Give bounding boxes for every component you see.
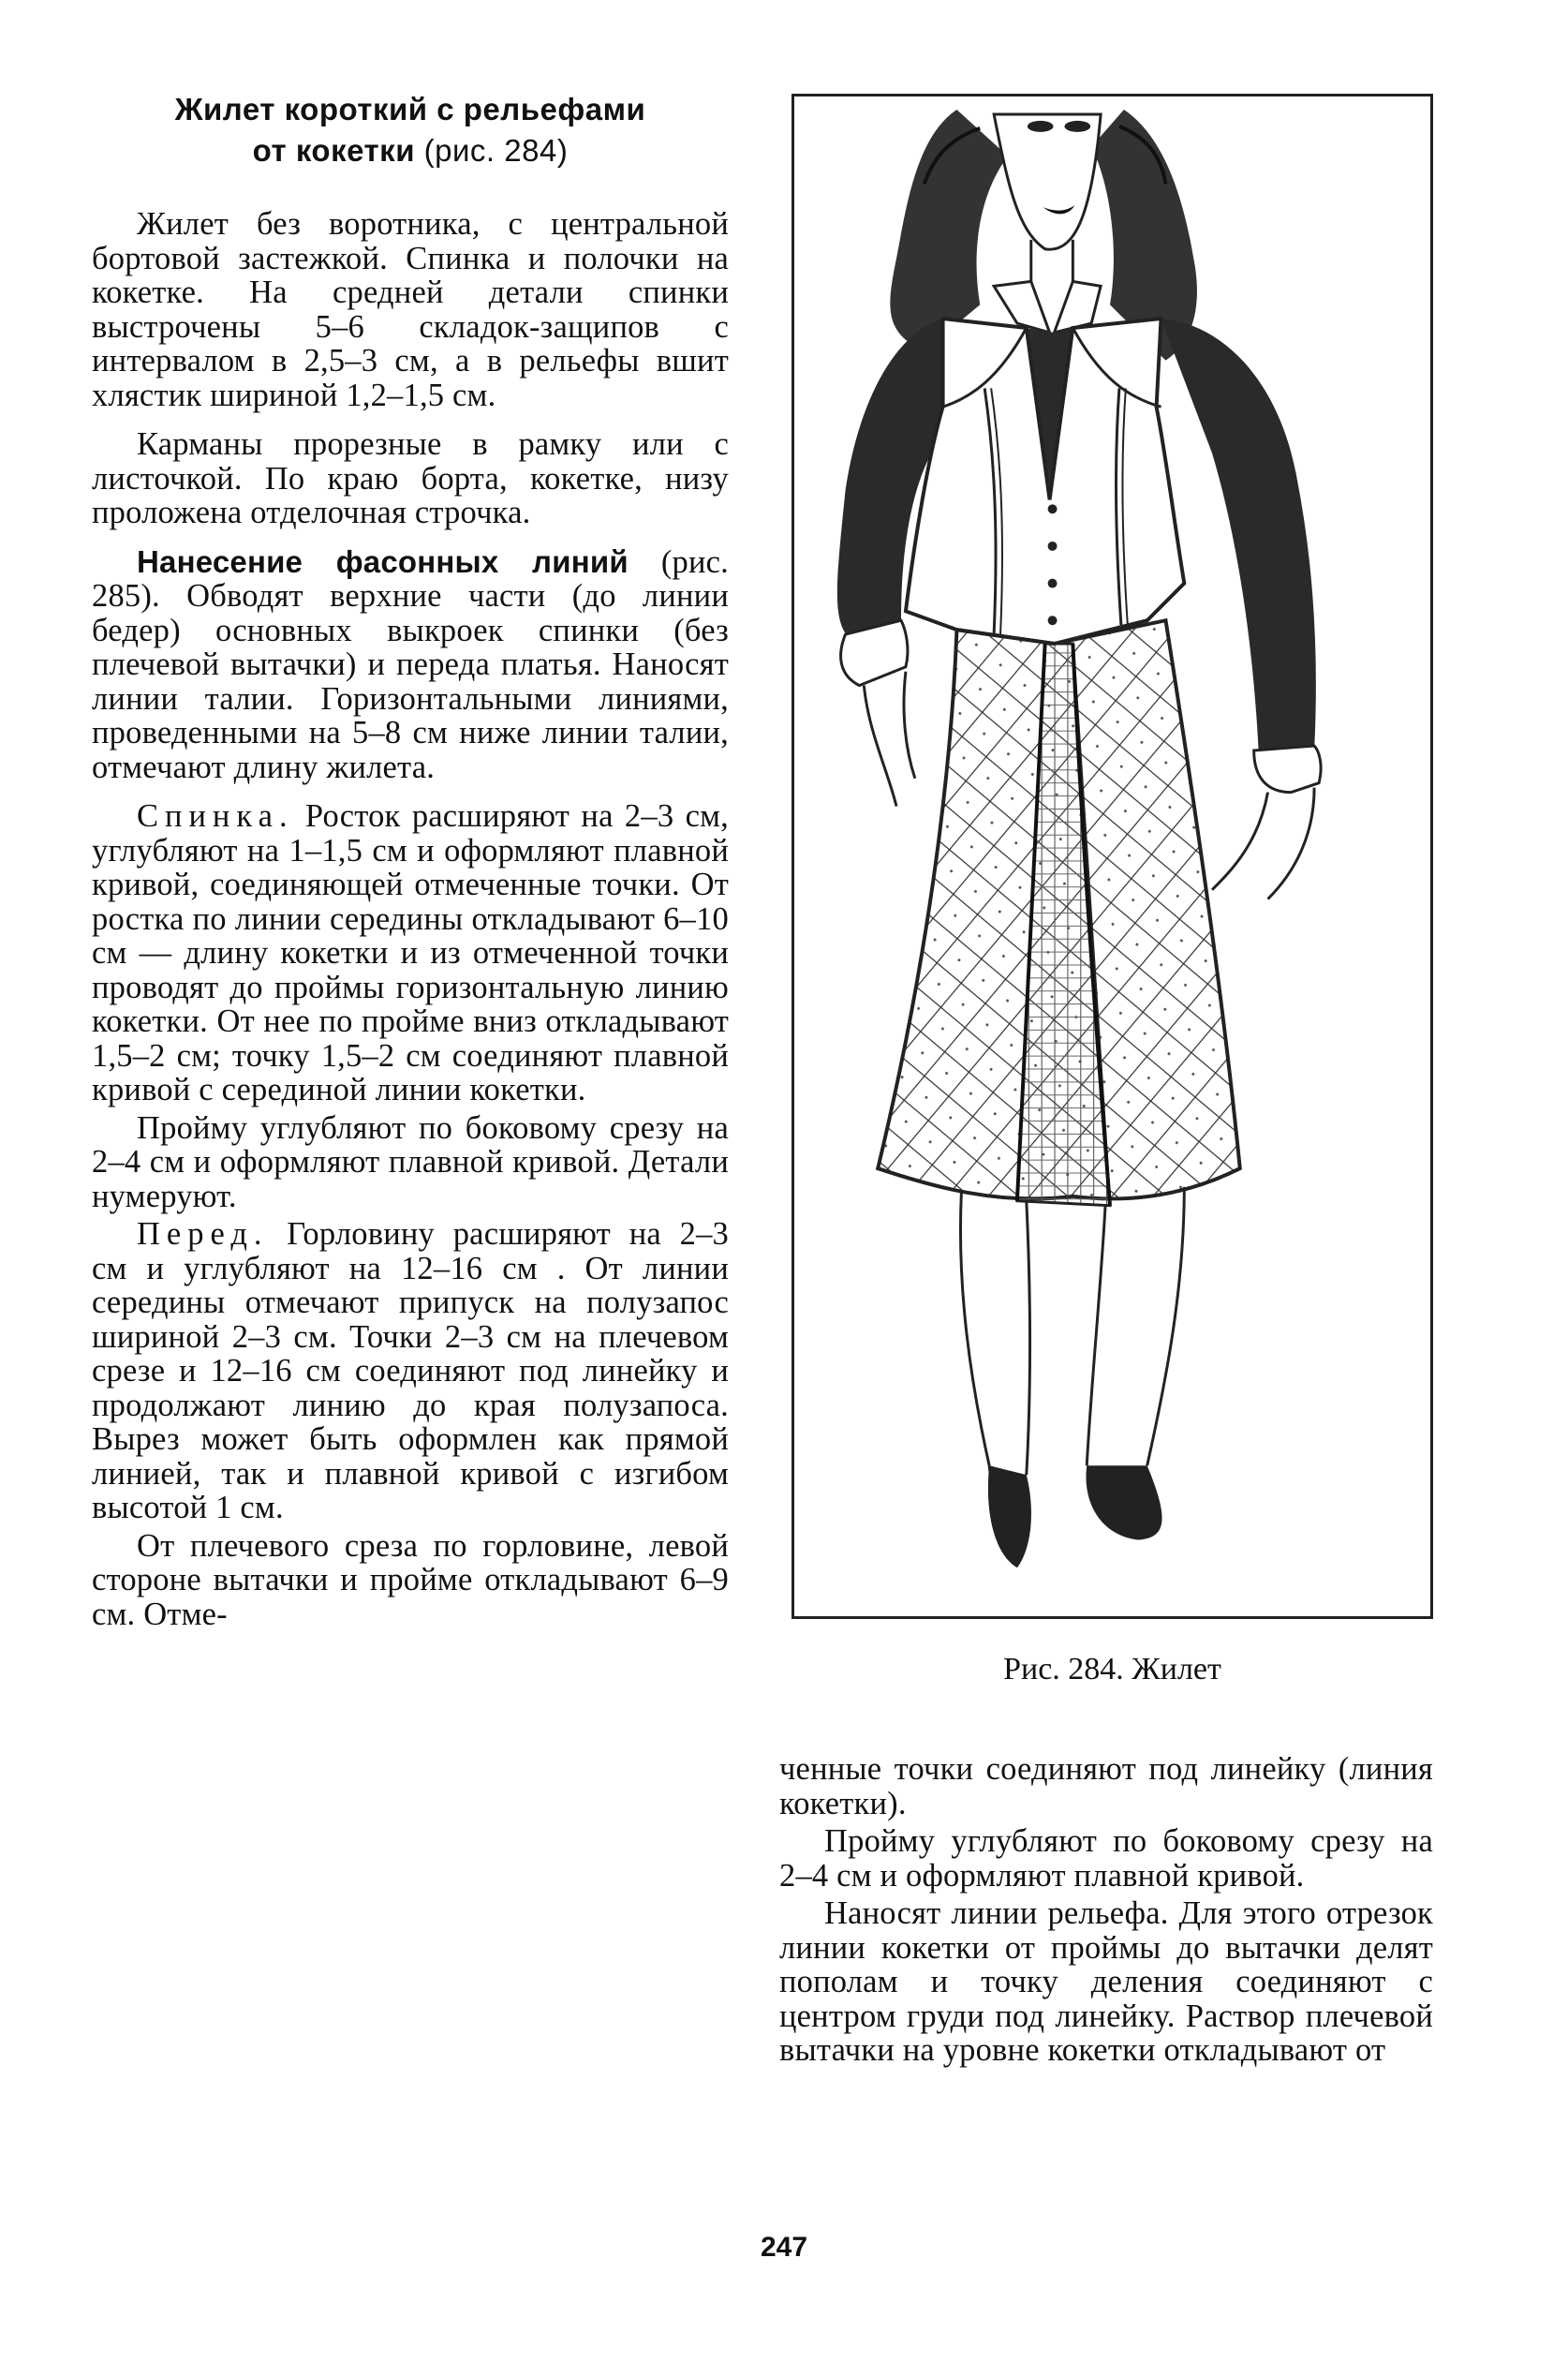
- paragraph-back: [92, 799, 729, 1107]
- paragraph-description: Жилет без воротника, с центральной бортовой застежкой. Спинка и полочки на кокетке. На средней детали спинки выстрочены 5–6 складок-защипов с интервалом в 2,5–3 см, а в рельефы вшит хлястик шириной 1,2–1,5 см.: [92, 206, 729, 413]
- page-number: 247: [760, 2232, 808, 2263]
- paragraph-armhole-front: Пройму углубляют по боковому срезу на 2–4 см и оформляют плавной кривой.: [779, 1823, 1433, 1894]
- paragraph-front: [92, 1217, 729, 1525]
- paragraph-shoulder: От плечевого среза по горловине, левой стороне вытачки и пройме откладывают 6–9 см. Отме-: [92, 1527, 729, 1632]
- section-title-line2-bold: от кокетки: [252, 133, 415, 168]
- vest-illustration: [794, 97, 1430, 1616]
- paragraph-pockets: Карманы прорезные в рамку или с листочкой. По краю борта, кокетке, низу проложена отделочная строчка.: [92, 426, 729, 530]
- paragraph-yoke-continued: ченные точки соединяют под линейку (линия кокетки).: [779, 1751, 1433, 1821]
- paragraph-style-lines: [92, 545, 729, 785]
- paragraph-relief-lines: Наносят линии рельефа. Для этого отрезок линии кокетки от проймы до вытачки делят пополам и точку деления соединяют с центром груди под линейку. Раствор плечевой вытачки на уровне кокетки откладывают от: [779, 1895, 1433, 2068]
- paragraph-style-lines-body: (рис. 285). Обводят верхние части (до линии бедер) основных выкроек спинки (без плечевой вытачки) и переда платья. Наносят линии талии. Горизонтальными линиями, проведенными на 5–8 см ниже линии талии, отмечают длину жилета.: [92, 543, 730, 785]
- paragraph-armhole: Пройму углубляют по боковому срезу на 2–4 см и оформляют плавной кривой. Детали нумеруют.: [92, 1109, 729, 1214]
- section-figure-ref: (рис. 284): [423, 133, 569, 168]
- section-title-line2: [92, 130, 729, 171]
- figure-illustration-frame: [791, 94, 1433, 1619]
- paragraph-back-body: Росток расширяют на 2–3 см, углубляют на 1–1,5 см и оформляют плавной кривой, соединяющей отмеченные точки. От ростка по линии середины откладывают 6–10 см — длину кокетки и из отмеченной точки проводят до проймы горизонтальную линию кокетки. От нее по пройме вниз откладывают 1,5–2 см; точку 1,5–2 см соединяют плавной кривой с серединой линии кокетки.: [92, 798, 729, 1107]
- left-text-column: [92, 89, 729, 1635]
- heading-front: Перед.: [137, 1216, 269, 1252]
- paragraph-front-body: Горловину расширяют на 2–3 см и углубляют на 12–16 см . От линии середины отмечают припуск на полузапос шириной 2–3 см. Точки 2–3 см на плечевом срезе и 12–16 см соединяют под линейку и продолжают линию до края полузапоса. Вырез может быть оформлен как прямой линией, так и плавной кривой с изгибом высотой 1 см.: [92, 1216, 729, 1525]
- heading-style-lines: Нанесение фасонных линий: [137, 543, 629, 579]
- section-title-line1: Жилет короткий с рельефами: [174, 92, 646, 126]
- figure-caption: Рис. 284. Жилет: [1003, 1652, 1221, 1686]
- right-text-column: [779, 1752, 1433, 2072]
- heading-back: Спинка.: [137, 798, 294, 834]
- section-title: [92, 89, 729, 171]
